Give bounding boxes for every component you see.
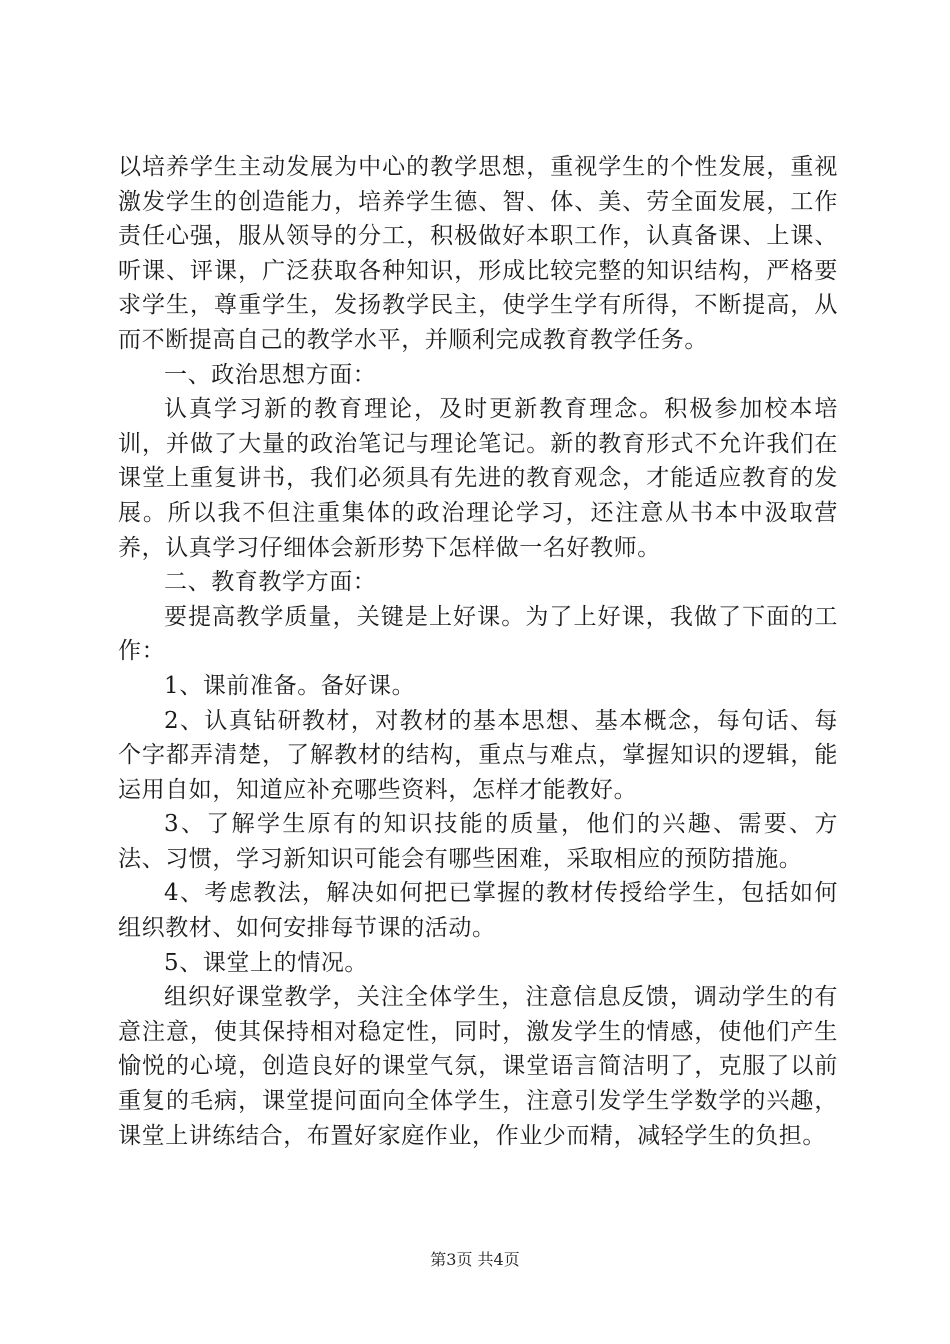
- teaching-intro-paragraph: 要提高教学质量，关键是上好课。为了上好课，我做了下面的工作：: [118, 603, 838, 665]
- section-heading-politics: 一、政治思想方面：: [164, 361, 377, 388]
- list-item-1: 1、课前准备。备好课。: [164, 672, 416, 699]
- page-number-footer: 第3页 共4页: [430, 1250, 520, 1269]
- list-item-5: 5、课堂上的情况。: [164, 949, 369, 976]
- list-item-2: 2、认真钻研教材，对教材的基本思想、基本概念，每句话、每个字都弄清楚，了解教材的结构，重点与难点，掌握知识的逻辑，能运用自如，知道应补充哪些资料，怎样才能教好。: [118, 707, 838, 803]
- section-heading-teaching: 二、教育教学方面：: [164, 569, 377, 596]
- list-item-3: 3、了解学生原有的知识技能的质量，他们的兴趣、需要、方法、习惯，学习新知识可能会有哪些困难，采取相应的预防措施。: [118, 811, 838, 872]
- politics-paragraph: 认真学习新的教育理论，及时更新教育理念。积极参加校本培训，并做了大量的政治笔记与理论笔记。新的教育形式不允许我们在课堂上重复讲书，我们必须具有先进的教育观念，才能适应教育的发展。所以我不但注重集体的政治理论学习，还注意从书本中汲取营养，认真学习仔细体会新形势下怎样做一名好教师。: [118, 396, 838, 561]
- document-body: [118, 150, 838, 1153]
- classroom-paragraph: 组织好课堂教学，关注全体学生，注意信息反馈，调动学生的有意注意，使其保持相对稳定性，同时，激发学生的情感，使他们产生愉悦的心境，创造良好的课堂气氛，课堂语言简洁明了，克服了以前重复的毛病，课堂提问面向全体学生，注意引发学生学数学的兴趣，课堂上讲练结合，布置好家庭作业，作业少而精，减轻学生的负担。: [118, 984, 838, 1149]
- list-item-4: 4、考虑教法，解决如何把已掌握的教材传授给学生，包括如何组织教材、如何安排每节课的活动。: [118, 880, 838, 942]
- intro-paragraph: 以培养学生主动发展为中心的教学思想，重视学生的个性发展，重视激发学生的创造能力，培养学生德、智、体、美、劳全面发展，工作责任心强，服从领导的分工，积极做好本职工作，认真备课、上课、听课、评课，广泛获取各种知识，形成比较完整的知识结构，严格要求学生，尊重学生，发扬教学民主，使学生学有所得，不断提高，从而不断提高自己的教学水平，并顺利完成教育教学任务。: [118, 154, 838, 353]
